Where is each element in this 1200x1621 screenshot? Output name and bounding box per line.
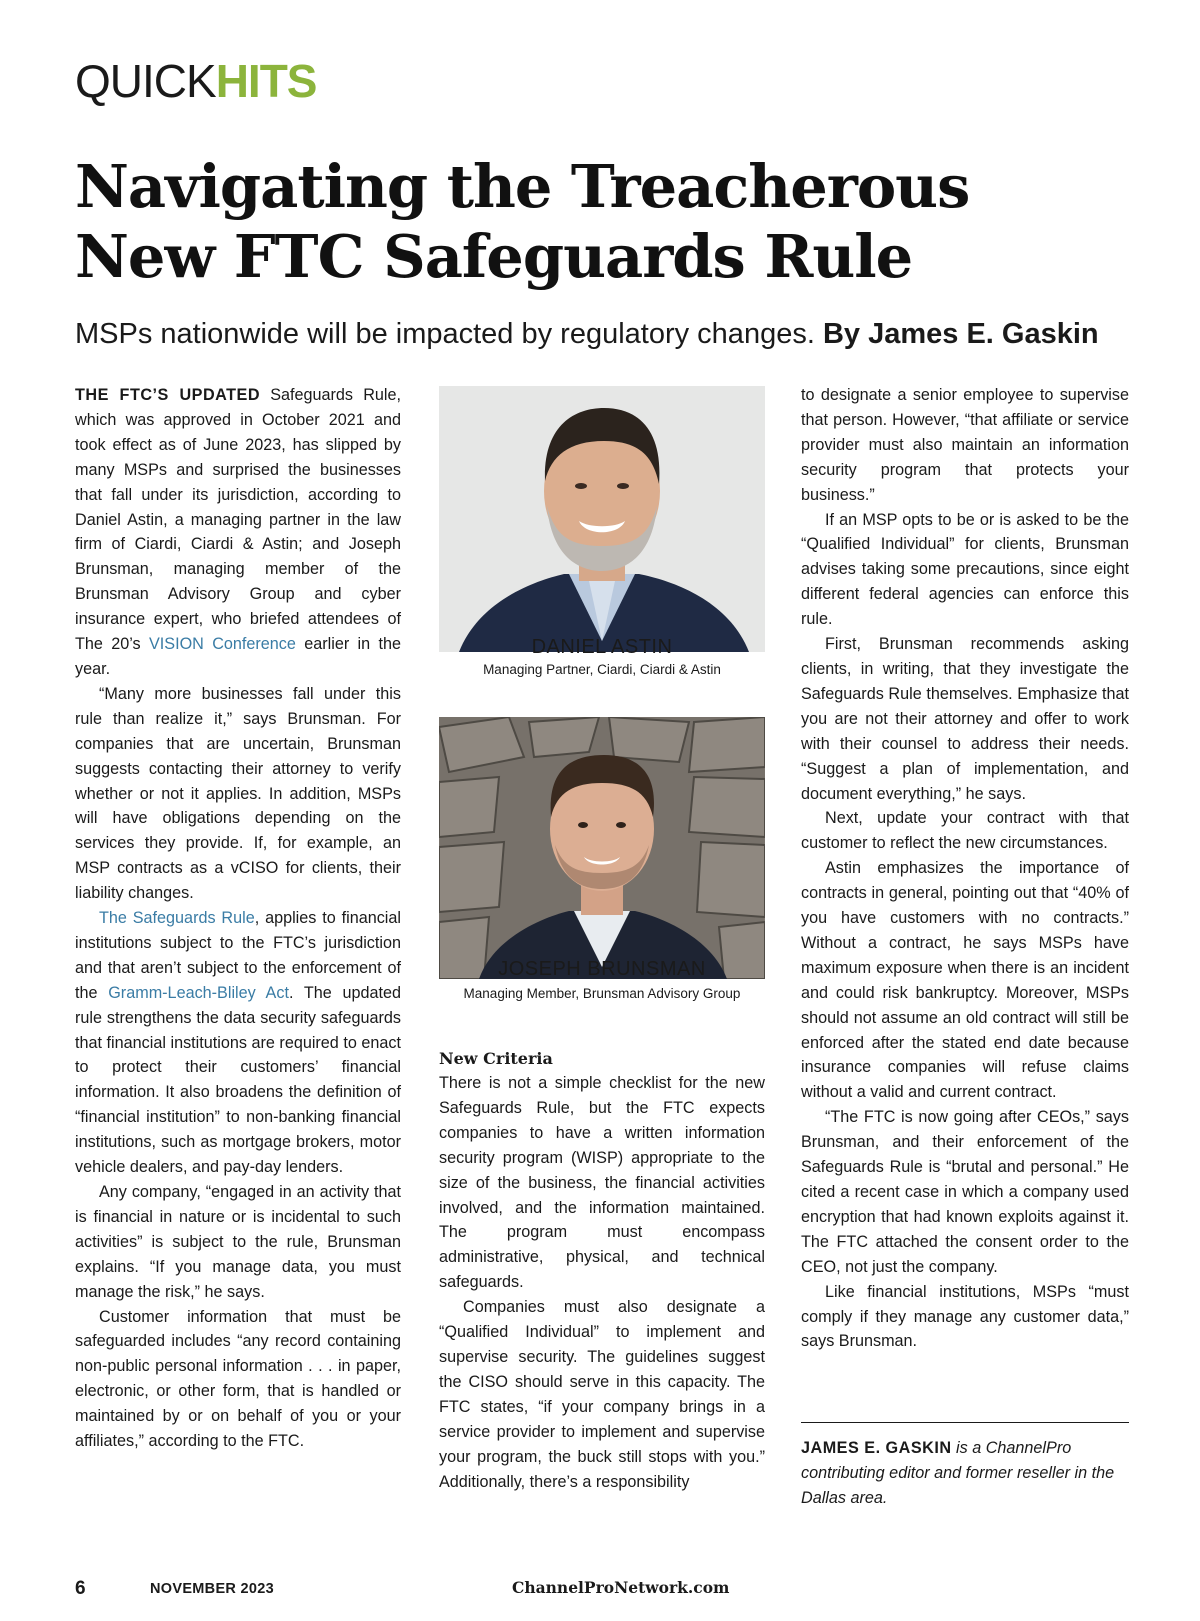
bio-divider: [801, 1422, 1129, 1423]
portrait-illustration: [439, 386, 765, 652]
paragraph-text: earlier in the year.: [75, 635, 401, 678]
paragraph-text: Safeguards Rule, which was approved in October 2021 and took effect as of June 2023, has slipped by many MSPs and surprised the businesses that fall under its jurisdiction, according to Daniel Astin, a managing partner in the law firm of Ciardi, Ciardi & Astin; and Joseph Brunsman, managing member of the Brunsman Advisory Group and cyber insurance expert, who briefed attendees of The 20’s: [75, 386, 401, 654]
section-label-quick: QUICK: [75, 55, 216, 107]
article-headline: [75, 152, 1125, 292]
article-column-1: [75, 383, 401, 1454]
paragraph: “The FTC is now going after CEOs,” says Brunsman, and their enforcement of the Safeguards Rule is “brutal and personal.” He cited a recent case in which a company used encryption that had known exploits against it. The FTC attached the consent order to the CEO, not just the company.: [801, 1108, 1129, 1276]
bio-author-name: JAMES E. GASKIN: [801, 1439, 952, 1457]
daniel-astin-photo: [439, 386, 765, 652]
paragraph-text: . The updated rule strengthens the data security safeguards that financial institutions are required to enact to protect their customers’ financial information. It also broadens the definition of “financial institution” to non-banking financial institutions, such as mortgage brokers, motor vehicle dealers, and pay-day lenders.: [75, 983, 401, 1177]
byline: By James E. Gaskin: [822, 318, 1099, 350]
joseph-brunsman-photo: [439, 717, 765, 979]
paragraph: Any company, “engaged in an activity that is financial in nature or is incidental to such activities” is subject to the rule, Brunsman explains. “If you manage data, you must manage the risk,” he says.: [75, 1183, 401, 1301]
bio-text: is a ChannelPro contributing editor and former reseller in the Dallas area.: [801, 1439, 1115, 1507]
paragraph: [75, 906, 401, 1180]
paragraph: “Many more businesses fall under this rule than realize it,” says Brunsman. For companies that are uncertain, Brunsman suggests contacting their attorney to verify whether or not it applies. In addition, MSPs will have obligations depending on the services they provide. If, for example, an MSP contracts as a vCISO for clients, their liability changes.: [75, 684, 401, 903]
paragraph: [75, 383, 401, 682]
page-number: 6: [75, 1578, 86, 1599]
vision-conference-link[interactable]: VISION Conference: [148, 635, 296, 654]
article-column-2: [439, 1047, 765, 1494]
subhead-new-criteria: New Criteria: [439, 1049, 553, 1068]
paragraph-text: , applies to financial institutions subject to the FTC’s jurisdiction and that aren’t subject to the enforcement of the: [75, 909, 401, 1002]
author-bio: [801, 1436, 1129, 1511]
deck-text: MSPs nationwide will be impacted by regulatory changes.: [75, 318, 815, 350]
headline-line-2: New FTC Safeguards Rule: [75, 222, 913, 291]
headline-line-1: Navigating the Treacherous: [75, 152, 970, 221]
paragraph: There is not a simple checklist for the new Safeguards Rule, but the FTC expects companies to have a written information security program (WISP) appropriate to the size of the business, the financial activities involved, and the information maintained. The program must encompass administrative, physical, and technical safeguards.: [439, 1074, 765, 1292]
paragraph: Astin emphasizes the importance of contracts in general, pointing out that “40% of you have customers with no contracts.” Without a contract, he says MSPs have maximum exposure when there is an incident and could risk bankruptcy. Moreover, MSPs should not assume an old contract will still be enforced after the stated end date because insurance companies will refuse claims without a valid and current contract.: [801, 859, 1129, 1102]
paragraph: Companies must also designate a “Qualified Individual” to implement and supervise security. The guidelines suggest the CISO should serve in this capacity. The FTC states, “if your company brings in a service provider to implement and supervise your program, the buck still stops with you.” Additionally, there’s a responsibility: [439, 1298, 765, 1491]
photo1-caption-name: DANIEL ASTIN: [531, 636, 673, 658]
section-label: [75, 55, 317, 107]
glba-link[interactable]: Gramm-Leach-Bliley Act: [108, 983, 289, 1002]
photo1-caption-title: Managing Partner, Ciardi, Ciardi & Astin: [483, 662, 721, 677]
article-deck: [75, 318, 1155, 351]
lead-in: THE FTC’S UPDATED: [75, 386, 261, 404]
paragraph: to designate a senior employee to supervise that person. However, “that affiliate or service provider must also maintain an information security program that protects your business.”: [801, 386, 1129, 504]
paragraph: Next, update your contract with that customer to reflect the new circumstances.: [801, 809, 1129, 853]
section-label-hits: HITS: [215, 55, 317, 107]
photo2-caption-title: Managing Member, Brunsman Advisory Group: [463, 986, 741, 1001]
paragraph: Like financial institutions, MSPs “must comply if they manage any customer data,” says Brunsman.: [801, 1282, 1129, 1351]
article-column-3: [801, 383, 1129, 1354]
paragraph: Customer information that must be safeguarded includes “any record containing non-public personal information . . . in paper, electronic, or other form, that is handled or maintained by or on behalf of you or your affiliates,” according to the FTC.: [75, 1307, 401, 1451]
paragraph: First, Brunsman recommends asking clients, in writing, that they investigate the Safeguards Rule themselves. Emphasize that you are not their attorney and offer to work with their counsel to address their needs. “Suggest a plan of implementation, and document everything,” he says.: [801, 635, 1129, 803]
paragraph: If an MSP opts to be or is asked to be the “Qualified Individual” for clients, Brunsman advises taking some precautions, since eight different federal agencies can enforce this rule.: [801, 510, 1129, 629]
site-url[interactable]: ChannelProNetwork.com: [512, 1578, 730, 1597]
safeguards-rule-link[interactable]: The Safeguards Rule: [99, 909, 255, 928]
photo2-caption-name: JOSEPH BRUNSMAN: [498, 958, 706, 980]
portrait-illustration: [439, 717, 765, 979]
issue-date: NOVEMBER 2023: [150, 1581, 274, 1597]
